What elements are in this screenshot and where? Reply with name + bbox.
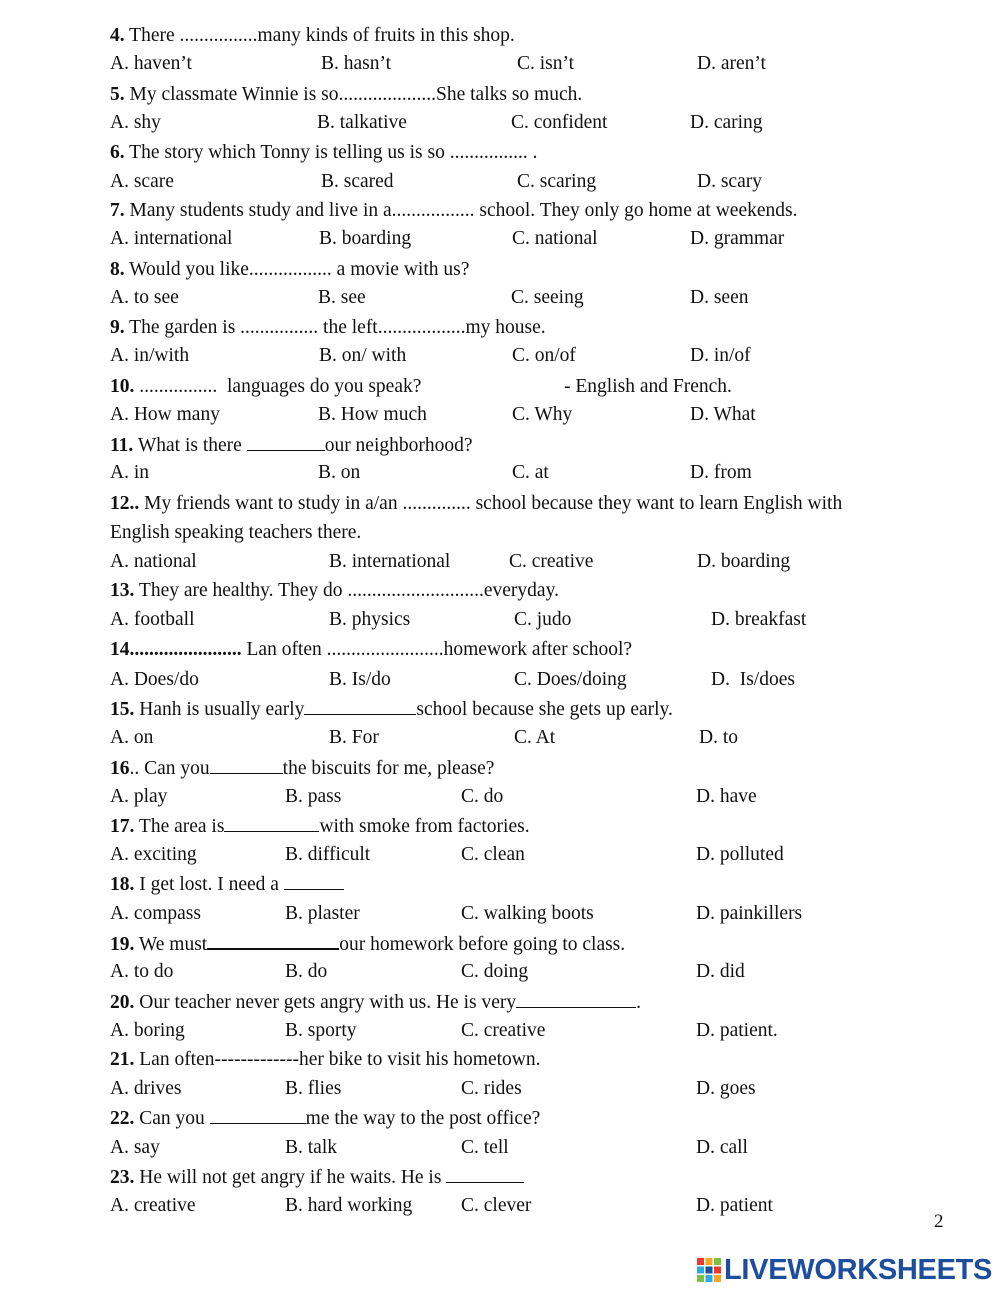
option-a[interactable]: A. to see — [110, 287, 179, 308]
option-b[interactable]: B. flies — [285, 1078, 342, 1099]
option-d[interactable]: D. What — [690, 404, 756, 425]
answer-blank[interactable] — [207, 931, 339, 950]
option-c[interactable]: C. doing — [461, 961, 529, 982]
option-a[interactable]: A. national — [110, 551, 197, 572]
option-c[interactable]: C. national — [512, 228, 598, 249]
option-b[interactable]: B. For — [329, 727, 379, 748]
option-d[interactable]: D. aren’t — [697, 53, 766, 74]
liveworksheets-logo-icon — [697, 1258, 721, 1282]
question-6: 6. The story which Tonny is telling us is so ................ . — [110, 142, 538, 163]
option-a[interactable]: A. boring — [110, 1020, 185, 1041]
option-a[interactable]: A. shy — [110, 112, 161, 133]
option-d[interactable]: D. patient. — [696, 1020, 778, 1041]
option-b[interactable]: B. physics — [329, 609, 411, 630]
option-d[interactable]: D. Is/does — [711, 669, 795, 690]
option-a[interactable]: A. creative — [110, 1195, 196, 1216]
option-b[interactable]: B. international — [329, 551, 451, 572]
question-13: 13. They are healthy. They do ............................everyday. — [110, 580, 559, 601]
option-a[interactable]: A. drives — [110, 1078, 182, 1099]
option-b[interactable]: B. do — [285, 961, 328, 982]
liveworksheets-brand — [697, 1253, 992, 1287]
option-b[interactable]: B. hard working — [285, 1195, 413, 1216]
option-c[interactable]: C. creative — [509, 551, 594, 572]
option-a[interactable]: A. exciting — [110, 844, 197, 865]
option-b[interactable]: B. difficult — [285, 844, 371, 865]
answer-blank[interactable] — [224, 814, 319, 832]
option-a[interactable]: A. scare — [110, 171, 174, 192]
question-12-continued: English speaking teachers there. — [110, 522, 362, 543]
answer-blank[interactable] — [210, 1106, 306, 1124]
option-b[interactable]: B. pass — [285, 786, 342, 807]
answer-blank[interactable]: ................. — [248, 259, 332, 280]
option-c[interactable]: C. Why — [512, 404, 573, 425]
option-d[interactable]: D. in/of — [690, 345, 751, 366]
option-b[interactable]: B. talk — [285, 1137, 337, 1158]
answer-blank[interactable]: 14....................... — [110, 639, 242, 660]
answer-blank[interactable]: ................ — [240, 317, 319, 338]
expected-answer: - English and French. — [564, 376, 732, 397]
option-c[interactable]: C. judo — [514, 609, 572, 630]
option-d[interactable]: D. scary — [697, 171, 762, 192]
question-22: 22. Can you me the way to the post office? — [110, 1108, 541, 1129]
answer-blank[interactable] — [210, 756, 283, 774]
option-c[interactable]: C. clever — [461, 1195, 532, 1216]
option-a[interactable]: A. How many — [110, 404, 220, 425]
option-c[interactable]: C. walking boots — [461, 903, 594, 924]
answer-blank[interactable]: .................. — [377, 317, 466, 338]
answer-blank[interactable]: ................ — [449, 142, 528, 163]
option-c[interactable]: C. at — [512, 462, 549, 483]
option-b[interactable]: B. sporty — [285, 1020, 357, 1041]
question-7: 7. Many students study and live in a................. school. They only go home at weekends. — [110, 200, 798, 221]
option-c[interactable]: C. rides — [461, 1078, 522, 1099]
option-c[interactable]: C. on/of — [512, 345, 576, 366]
answer-blank[interactable]: ........................ — [326, 639, 444, 660]
option-a[interactable]: A. international — [110, 228, 233, 249]
option-d[interactable]: D. goes — [696, 1078, 756, 1099]
answer-blank[interactable]: .................... — [338, 84, 436, 105]
answer-blank[interactable]: .............. — [402, 493, 471, 514]
question-17: 17. The area is with smoke from factories. — [110, 816, 530, 837]
answer-blank[interactable]: ................ — [139, 376, 218, 397]
option-c[interactable]: C. Does/doing — [514, 669, 627, 690]
question-14: 14....................... Lan often ........................homework after school? — [110, 639, 633, 660]
option-b[interactable]: B. talkative — [317, 112, 407, 133]
option-c[interactable]: C. clean — [461, 844, 525, 865]
answer-blank[interactable]: ................ — [179, 25, 258, 46]
option-a[interactable]: A. haven’t — [110, 53, 192, 74]
brand-name: LIVEWORKSHEETS — [724, 1253, 993, 1286]
option-b[interactable]: B. hasn’t — [321, 53, 392, 74]
question-20: 20. Our teacher never gets angry with us. He is very . — [110, 992, 641, 1013]
answer-blank[interactable]: ------------- — [214, 1049, 299, 1070]
question-11: 11. What is there our neighborhood? — [110, 435, 473, 456]
question-23: 23. He will not get angry if he waits. He is — [110, 1165, 990, 1190]
answer-blank[interactable] — [284, 872, 344, 890]
option-c[interactable]: C. do — [461, 786, 504, 807]
option-d[interactable]: D. grammar — [690, 228, 785, 249]
option-b[interactable]: B. see — [318, 287, 366, 308]
option-c[interactable]: C. creative — [461, 1020, 546, 1041]
option-c[interactable]: C. At — [514, 727, 556, 748]
answer-blank[interactable] — [304, 697, 416, 715]
option-d[interactable]: D. have — [696, 786, 757, 807]
answer-blank[interactable] — [446, 1165, 524, 1183]
option-a[interactable]: A. Does/do — [110, 669, 199, 690]
option-a[interactable]: A. in/with — [110, 345, 190, 366]
option-d[interactable]: D. call — [696, 1137, 748, 1158]
question-18: 18. I get lost. I need a — [110, 872, 990, 897]
option-d[interactable]: D. to — [699, 727, 738, 748]
question-4: 4. There ................many kinds of fruits in this shop. — [110, 25, 515, 46]
option-a[interactable]: A. say — [110, 1137, 160, 1158]
option-b[interactable]: B. How much — [318, 404, 427, 425]
option-c[interactable]: C. tell — [461, 1137, 509, 1158]
option-b[interactable]: B. scared — [321, 171, 394, 192]
option-d[interactable]: D. seen — [690, 287, 749, 308]
question-8: 8. Would you like................. a movie with us? — [110, 259, 470, 280]
option-d[interactable]: D. polluted — [696, 844, 784, 865]
question-21: 21. Lan often-------------her bike to visit his hometown. — [110, 1049, 541, 1070]
option-a[interactable]: A. to do — [110, 961, 174, 982]
option-a[interactable]: A. football — [110, 609, 195, 630]
answer-blank[interactable]: ................. — [391, 200, 475, 221]
option-c[interactable]: C. seeing — [511, 287, 584, 308]
option-d[interactable]: D. did — [696, 961, 745, 982]
option-b[interactable]: B. plaster — [285, 903, 360, 924]
question-12: 12.. My friends want to study in a/an .............. school because they want to learn English with — [110, 493, 843, 514]
option-b[interactable]: B. on/ with — [319, 345, 407, 366]
option-d[interactable]: D. boarding — [697, 551, 791, 572]
option-b[interactable]: B. Is/do — [329, 669, 391, 690]
option-c[interactable]: C. isn’t — [517, 53, 575, 74]
option-b[interactable]: B. boarding — [319, 228, 412, 249]
answer-blank[interactable] — [247, 433, 325, 451]
answer-blank[interactable] — [516, 990, 636, 1008]
option-a[interactable]: A. on — [110, 727, 154, 748]
answer-blank[interactable]: ............................ — [347, 580, 484, 601]
option-b[interactable]: B. on — [318, 462, 361, 483]
option-c[interactable]: C. scaring — [517, 171, 597, 192]
option-c[interactable]: C. confident — [511, 112, 608, 133]
option-a[interactable]: A. in — [110, 462, 149, 483]
option-a[interactable]: A. play — [110, 786, 168, 807]
question-9: 9. The garden is ................ the left..................my house. — [110, 317, 546, 338]
option-a[interactable]: A. compass — [110, 903, 201, 924]
question-16: 16.. Can you the biscuits for me, please? — [110, 758, 495, 779]
question-5: 5. My classmate Winnie is so....................She talks so much. — [110, 84, 583, 105]
option-d[interactable]: D. caring — [690, 112, 763, 133]
page-number: 2 — [934, 1211, 944, 1232]
option-d[interactable]: D. breakfast — [711, 609, 807, 630]
option-d[interactable]: D. painkillers — [696, 903, 803, 924]
option-d[interactable]: D. patient — [696, 1195, 773, 1216]
question-10: 10. ................ languages do you speak? - English and French. — [110, 376, 732, 397]
question-15: 15. Hanh is usually early school because she gets up early. — [110, 699, 673, 720]
question-19: 19. We must our homework before going to class. — [110, 931, 990, 957]
option-d[interactable]: D. from — [690, 462, 752, 483]
